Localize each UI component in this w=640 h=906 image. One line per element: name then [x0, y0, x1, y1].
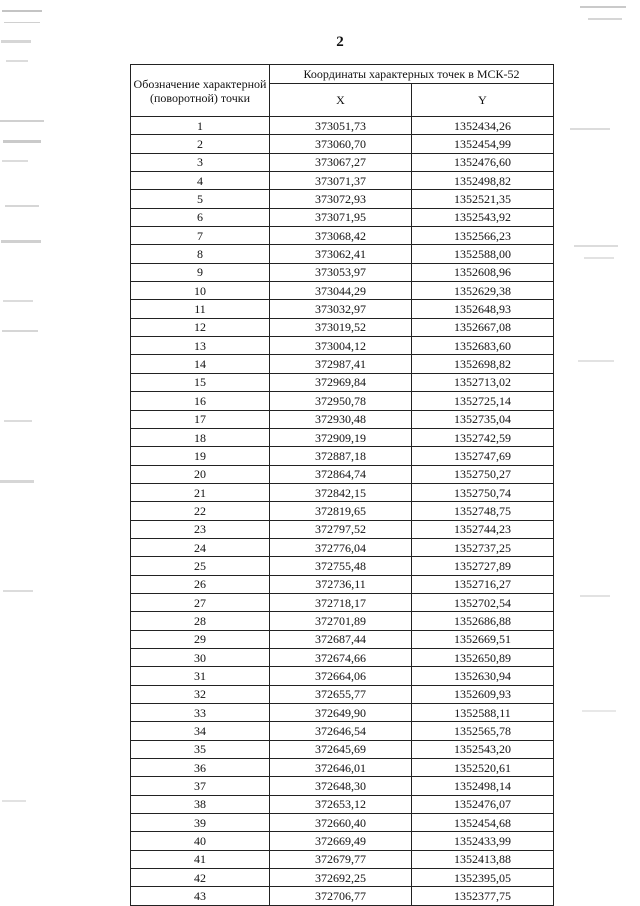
y-coordinate-cell: 1352395,05 — [412, 869, 554, 887]
table-row — [131, 208, 554, 226]
point-number-cell: 29 — [131, 630, 270, 648]
x-coordinate-cell: 373072,93 — [270, 190, 412, 208]
y-coordinate-cell: 1352747,69 — [412, 447, 554, 465]
x-coordinate-cell: 373032,97 — [270, 300, 412, 318]
point-number-cell: 41 — [131, 850, 270, 868]
point-number-cell: 4 — [131, 172, 270, 190]
y-coordinate-cell: 1352543,20 — [412, 740, 554, 758]
y-coordinate-cell: 1352588,11 — [412, 704, 554, 722]
table-row — [131, 227, 554, 245]
table-row — [131, 428, 554, 446]
x-coordinate-cell: 372679,77 — [270, 850, 412, 868]
point-number-cell: 40 — [131, 832, 270, 850]
point-number-cell: 16 — [131, 392, 270, 410]
y-coordinate-cell: 1352498,82 — [412, 172, 554, 190]
point-number-cell: 30 — [131, 648, 270, 666]
y-coordinate-cell: 1352608,96 — [412, 263, 554, 281]
point-number-cell: 31 — [131, 667, 270, 685]
point-number-cell: 38 — [131, 795, 270, 813]
y-coordinate-cell: 1352476,60 — [412, 153, 554, 171]
x-coordinate-cell: 372664,06 — [270, 667, 412, 685]
point-number-cell: 28 — [131, 612, 270, 630]
x-coordinate-cell: 372653,12 — [270, 795, 412, 813]
point-number-cell: 24 — [131, 538, 270, 556]
table-row — [131, 465, 554, 483]
x-coordinate-cell: 372646,01 — [270, 759, 412, 777]
y-coordinate-cell: 1352433,99 — [412, 832, 554, 850]
table-row — [131, 190, 554, 208]
y-coordinate-cell: 1352669,51 — [412, 630, 554, 648]
table-row — [131, 337, 554, 355]
table-row — [131, 740, 554, 758]
x-coordinate-cell: 372706,77 — [270, 887, 412, 905]
point-number-cell: 14 — [131, 355, 270, 373]
table-row — [131, 869, 554, 887]
point-number-cell: 6 — [131, 208, 270, 226]
y-coordinate-cell: 1352698,82 — [412, 355, 554, 373]
point-number-cell: 8 — [131, 245, 270, 263]
table-row — [131, 300, 554, 318]
y-coordinate-cell: 1352434,26 — [412, 117, 554, 135]
x-coordinate-cell: 372987,41 — [270, 355, 412, 373]
table-row — [131, 355, 554, 373]
x-coordinate-cell: 372687,44 — [270, 630, 412, 648]
y-coordinate-cell: 1352630,94 — [412, 667, 554, 685]
table-row — [131, 575, 554, 593]
x-coordinate-cell: 372819,65 — [270, 502, 412, 520]
point-number-cell: 23 — [131, 520, 270, 538]
table-row — [131, 373, 554, 391]
table-row — [131, 630, 554, 648]
point-number-cell: 22 — [131, 502, 270, 520]
point-number-cell: 2 — [131, 135, 270, 153]
y-coordinate-cell: 1352476,07 — [412, 795, 554, 813]
y-coordinate-cell: 1352413,88 — [412, 850, 554, 868]
y-coordinate-cell: 1352686,88 — [412, 612, 554, 630]
table-row — [131, 593, 554, 611]
x-coordinate-cell: 373071,95 — [270, 208, 412, 226]
table-row — [131, 612, 554, 630]
y-coordinate-cell: 1352750,74 — [412, 483, 554, 501]
x-coordinate-cell: 372887,18 — [270, 447, 412, 465]
point-number-cell: 42 — [131, 869, 270, 887]
x-coordinate-cell: 372646,54 — [270, 722, 412, 740]
y-coordinate-cell: 1352716,27 — [412, 575, 554, 593]
table-row — [131, 392, 554, 410]
y-column-header: Y — [412, 84, 554, 117]
y-coordinate-cell: 1352648,93 — [412, 300, 554, 318]
table-row — [131, 722, 554, 740]
y-coordinate-cell: 1352609,93 — [412, 685, 554, 703]
y-coordinate-cell: 1352588,00 — [412, 245, 554, 263]
y-coordinate-cell: 1352667,08 — [412, 318, 554, 336]
y-coordinate-cell: 1352498,14 — [412, 777, 554, 795]
x-coordinate-cell: 372701,89 — [270, 612, 412, 630]
x-coordinate-cell: 372930,48 — [270, 410, 412, 428]
table-row — [131, 318, 554, 336]
x-coordinate-cell: 373019,52 — [270, 318, 412, 336]
y-coordinate-cell: 1352748,75 — [412, 502, 554, 520]
x-coordinate-cell: 373004,12 — [270, 337, 412, 355]
point-number-cell: 26 — [131, 575, 270, 593]
table-body — [131, 117, 554, 906]
scan-noise-right-margin — [560, 0, 640, 905]
x-coordinate-cell: 372776,04 — [270, 538, 412, 556]
table-row — [131, 153, 554, 171]
x-coordinate-cell: 373067,27 — [270, 153, 412, 171]
table-row — [131, 685, 554, 703]
table-row — [131, 447, 554, 465]
y-coordinate-cell: 1352629,38 — [412, 282, 554, 300]
point-number-cell: 43 — [131, 887, 270, 905]
table-row — [131, 814, 554, 832]
table-row — [131, 777, 554, 795]
x-coordinate-cell: 373053,97 — [270, 263, 412, 281]
table-row — [131, 483, 554, 501]
y-coordinate-cell: 1352521,35 — [412, 190, 554, 208]
x-coordinate-cell: 372649,90 — [270, 704, 412, 722]
table-row — [131, 832, 554, 850]
x-coordinate-cell: 372645,69 — [270, 740, 412, 758]
x-column-header: X — [270, 84, 412, 117]
coordinates-table — [130, 64, 554, 906]
point-number-cell: 21 — [131, 483, 270, 501]
x-coordinate-cell: 372669,49 — [270, 832, 412, 850]
table-row — [131, 263, 554, 281]
point-number-cell: 9 — [131, 263, 270, 281]
point-number-cell: 18 — [131, 428, 270, 446]
y-coordinate-cell: 1352377,75 — [412, 887, 554, 905]
page-number: 2 — [336, 34, 344, 50]
table-row — [131, 850, 554, 868]
table-row — [131, 648, 554, 666]
table-row — [131, 538, 554, 556]
table-row — [131, 502, 554, 520]
table-row — [131, 245, 554, 263]
y-coordinate-cell: 1352725,14 — [412, 392, 554, 410]
y-coordinate-cell: 1352750,27 — [412, 465, 554, 483]
table-row — [131, 135, 554, 153]
x-coordinate-cell: 372969,84 — [270, 373, 412, 391]
y-coordinate-cell: 1352520,61 — [412, 759, 554, 777]
table-row — [131, 117, 554, 135]
y-coordinate-cell: 1352702,54 — [412, 593, 554, 611]
table-row — [131, 667, 554, 685]
x-coordinate-cell: 373062,41 — [270, 245, 412, 263]
point-designation-header: Обозначение характерной (поворотной) точки — [131, 65, 270, 117]
y-coordinate-cell: 1352566,23 — [412, 227, 554, 245]
point-number-cell: 20 — [131, 465, 270, 483]
x-coordinate-cell: 372736,11 — [270, 575, 412, 593]
x-coordinate-cell: 373051,73 — [270, 117, 412, 135]
point-number-cell: 13 — [131, 337, 270, 355]
x-coordinate-cell: 372797,52 — [270, 520, 412, 538]
table-row — [131, 282, 554, 300]
point-number-cell: 25 — [131, 557, 270, 575]
x-coordinate-cell: 372648,30 — [270, 777, 412, 795]
y-coordinate-cell: 1352744,23 — [412, 520, 554, 538]
point-number-cell: 27 — [131, 593, 270, 611]
point-number-cell: 36 — [131, 759, 270, 777]
y-coordinate-cell: 1352735,04 — [412, 410, 554, 428]
x-coordinate-cell: 372755,48 — [270, 557, 412, 575]
x-coordinate-cell: 372842,15 — [270, 483, 412, 501]
y-coordinate-cell: 1352565,78 — [412, 722, 554, 740]
point-number-cell: 3 — [131, 153, 270, 171]
table-header — [131, 65, 554, 117]
y-coordinate-cell: 1352543,92 — [412, 208, 554, 226]
y-coordinate-cell: 1352737,25 — [412, 538, 554, 556]
scan-noise-left-margin — [0, 0, 60, 905]
table-row — [131, 704, 554, 722]
point-number-cell: 17 — [131, 410, 270, 428]
y-coordinate-cell: 1352742,59 — [412, 428, 554, 446]
x-coordinate-cell: 373060,70 — [270, 135, 412, 153]
x-coordinate-cell: 372909,19 — [270, 428, 412, 446]
x-coordinate-cell: 372655,77 — [270, 685, 412, 703]
point-number-cell: 35 — [131, 740, 270, 758]
table-row — [131, 520, 554, 538]
y-coordinate-cell: 1352650,89 — [412, 648, 554, 666]
point-number-cell: 39 — [131, 814, 270, 832]
point-number-cell: 15 — [131, 373, 270, 391]
x-coordinate-cell: 373068,42 — [270, 227, 412, 245]
y-coordinate-cell: 1352713,02 — [412, 373, 554, 391]
y-coordinate-cell: 1352454,68 — [412, 814, 554, 832]
point-number-cell: 34 — [131, 722, 270, 740]
point-number-cell: 1 — [131, 117, 270, 135]
x-coordinate-cell: 373044,29 — [270, 282, 412, 300]
table-row — [131, 557, 554, 575]
table-row — [131, 172, 554, 190]
point-number-cell: 33 — [131, 704, 270, 722]
x-coordinate-cell: 372950,78 — [270, 392, 412, 410]
point-number-cell: 5 — [131, 190, 270, 208]
x-coordinate-cell: 372692,25 — [270, 869, 412, 887]
x-coordinate-cell: 372674,66 — [270, 648, 412, 666]
y-coordinate-cell: 1352683,60 — [412, 337, 554, 355]
point-number-cell: 10 — [131, 282, 270, 300]
point-number-cell: 12 — [131, 318, 270, 336]
point-number-cell: 7 — [131, 227, 270, 245]
x-coordinate-cell: 372660,40 — [270, 814, 412, 832]
table-row — [131, 759, 554, 777]
point-number-cell: 11 — [131, 300, 270, 318]
y-coordinate-cell: 1352454,99 — [412, 135, 554, 153]
x-coordinate-cell: 372864,74 — [270, 465, 412, 483]
x-coordinate-cell: 372718,17 — [270, 593, 412, 611]
y-coordinate-cell: 1352727,89 — [412, 557, 554, 575]
point-number-cell: 19 — [131, 447, 270, 465]
table-row — [131, 887, 554, 905]
point-number-cell: 37 — [131, 777, 270, 795]
table-row — [131, 795, 554, 813]
table-row — [131, 410, 554, 428]
coordinates-header: Координаты характерных точек в МСК-52 — [270, 65, 554, 84]
point-number-cell: 32 — [131, 685, 270, 703]
x-coordinate-cell: 373071,37 — [270, 172, 412, 190]
